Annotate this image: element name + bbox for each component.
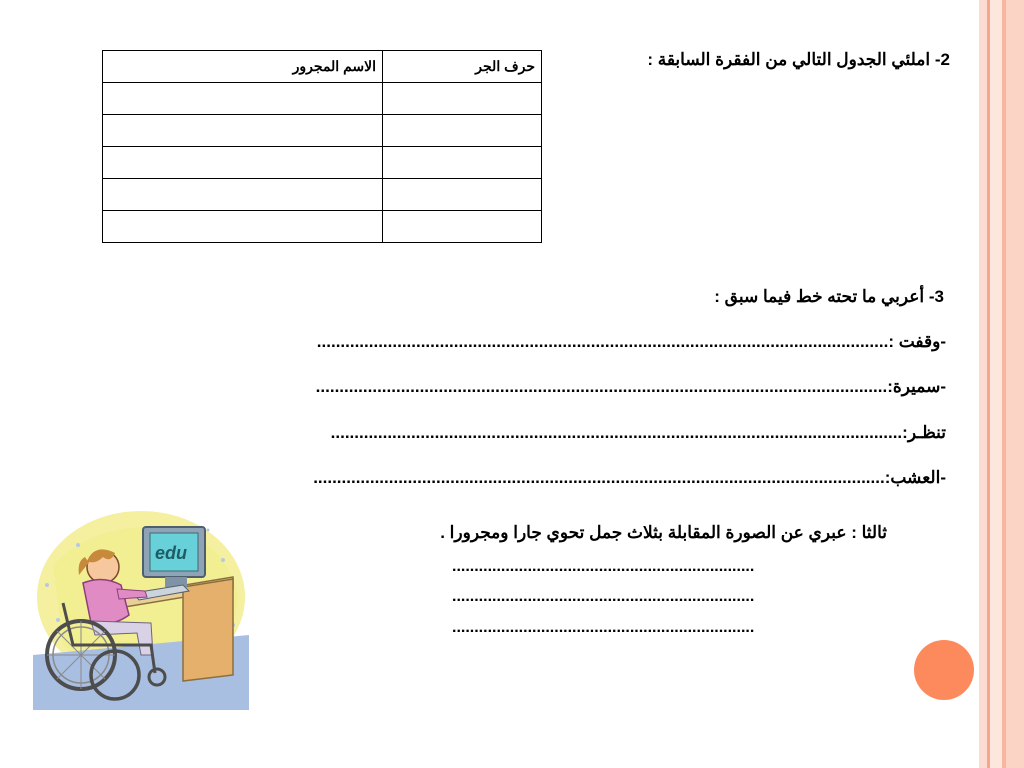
table-cell[interactable] — [103, 211, 383, 243]
parse-line-1 — [66, 332, 946, 352]
table-header-preposition: حرف الجر — [383, 51, 542, 83]
parse-line-4 — [66, 468, 946, 488]
decor-stripe-3 — [990, 0, 1002, 768]
decor-circle — [914, 640, 974, 700]
table-cell[interactable] — [383, 179, 542, 211]
answer-dots[interactable]: ......................................................................................................................... — [316, 332, 889, 351]
table-cell[interactable] — [383, 115, 542, 147]
parse-label: -العشب: — [884, 468, 946, 487]
table-row — [103, 179, 542, 211]
parse-line-3 — [74, 423, 946, 443]
table-row — [103, 83, 542, 115]
table-row — [103, 211, 542, 243]
answer-dots[interactable]: ......................................................................................................................... — [315, 377, 888, 396]
answer-line-2[interactable]: .................................................................... — [452, 588, 755, 605]
table-cell[interactable] — [383, 83, 542, 115]
table-row — [103, 147, 542, 179]
parse-label: -وقفت : — [888, 332, 946, 351]
table-cell[interactable] — [383, 147, 542, 179]
table-cell[interactable] — [103, 147, 383, 179]
decor-stripe-5 — [1006, 0, 1024, 768]
table-row — [103, 115, 542, 147]
answer-line-1[interactable]: .................................................................... — [452, 558, 755, 575]
table-header-row — [103, 51, 542, 83]
decor-stripe-1 — [979, 0, 987, 768]
table-header-noun: الاسم المجرور — [103, 51, 383, 83]
parse-line-2 — [66, 377, 946, 397]
question-3-title: 3- أعربي ما تحته خط فيما سبق : — [714, 287, 944, 306]
question-4-title: ثالثا : عبري عن الصورة المقابلة بثلاث جمل تحوي جارا ومجرورا . — [440, 523, 887, 542]
answer-dots[interactable]: ......................................................................................................................... — [313, 468, 885, 487]
question-2-title: 2- املئي الجدول التالي من الفقرة السابقة : — [647, 50, 950, 69]
answer-line-3[interactable]: .................................................................... — [452, 619, 755, 636]
table-cell[interactable] — [103, 179, 383, 211]
parse-label: -سميرة: — [887, 377, 946, 396]
answer-table — [102, 50, 542, 243]
parse-label: تنظـر: — [902, 423, 946, 442]
table-cell[interactable] — [383, 211, 542, 243]
screen-text: edu — [155, 543, 188, 563]
answer-dots[interactable]: ......................................................................................................................... — [330, 423, 903, 442]
table-cell[interactable] — [103, 115, 383, 147]
table-cell[interactable] — [103, 83, 383, 115]
wheelchair-computer-illustration — [33, 505, 249, 710]
